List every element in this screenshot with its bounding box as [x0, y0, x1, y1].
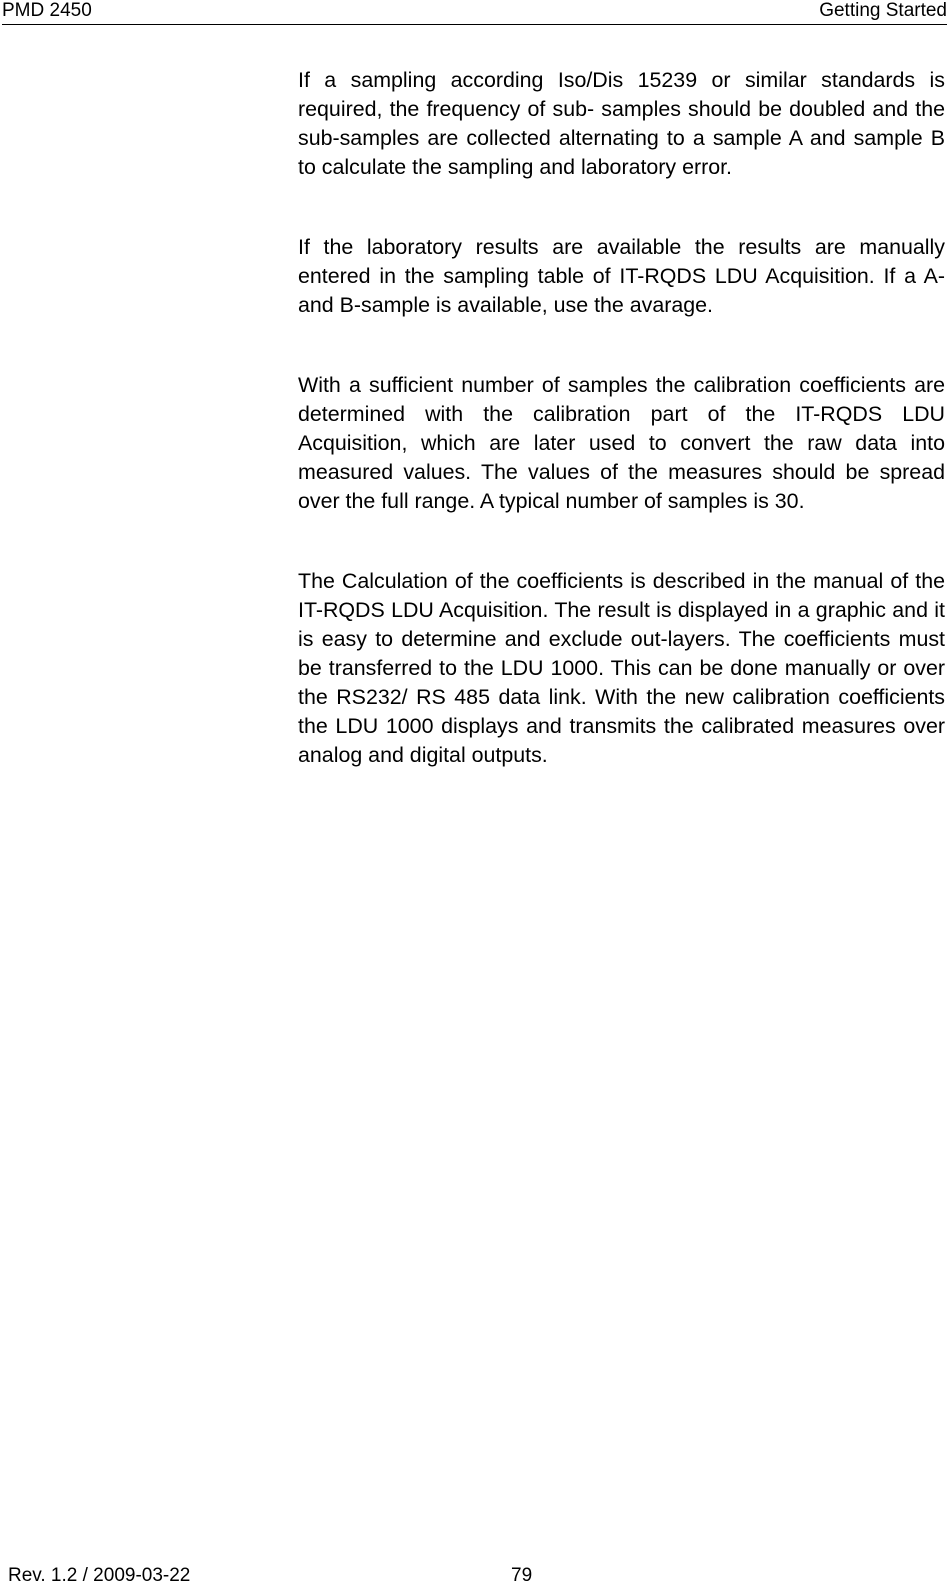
revision-label: Rev. 1.2 / 2009-03-22 — [8, 1565, 191, 1586]
paragraph-calibration-coefficients: With a sufficient number of samples the calibration coefficients are determined with the calibration part of the IT-RQDS LDU Acquisition, which are later used to convert the raw data into measured values. The values of the measures should be spread over the full range. A typical number of samples is 30. — [298, 373, 945, 513]
page-footer — [8, 1564, 948, 1590]
page-number: 79 — [511, 1565, 533, 1586]
page-header — [2, 0, 947, 25]
document-title: PMD 2450 — [2, 0, 92, 21]
paragraph-coefficient-calculation: The Calculation of the coefficients is described in the manual of the IT-RQDS LDU Acquisition. The result is displayed in a graphic and it is easy to determine and exclude out-layers. The coefficients must be transferred to the LDU 1000. This can be done manually or over the RS232/ RS 485 data link. With the new calibration coefficients the LDU 1000 displays and transmits the calibrated measures over analog and digital outputs. — [298, 569, 945, 767]
paragraph-laboratory-results: If the laboratory results are available the results are manually entered in the sampling table of IT-RQDS LDU Acquisition. If a A- and B-sample is available, use the avarage. — [298, 235, 945, 317]
paragraph-sampling-standard: If a sampling according Iso/Dis 15239 or similar standards is required, the frequency of sub- samples should be doubled and the sub-samples are collected alternating to a sample A and sample B to calculate the sampling and laboratory error. — [298, 68, 945, 179]
body-text — [298, 66, 945, 821]
section-title: Getting Started — [819, 0, 947, 21]
